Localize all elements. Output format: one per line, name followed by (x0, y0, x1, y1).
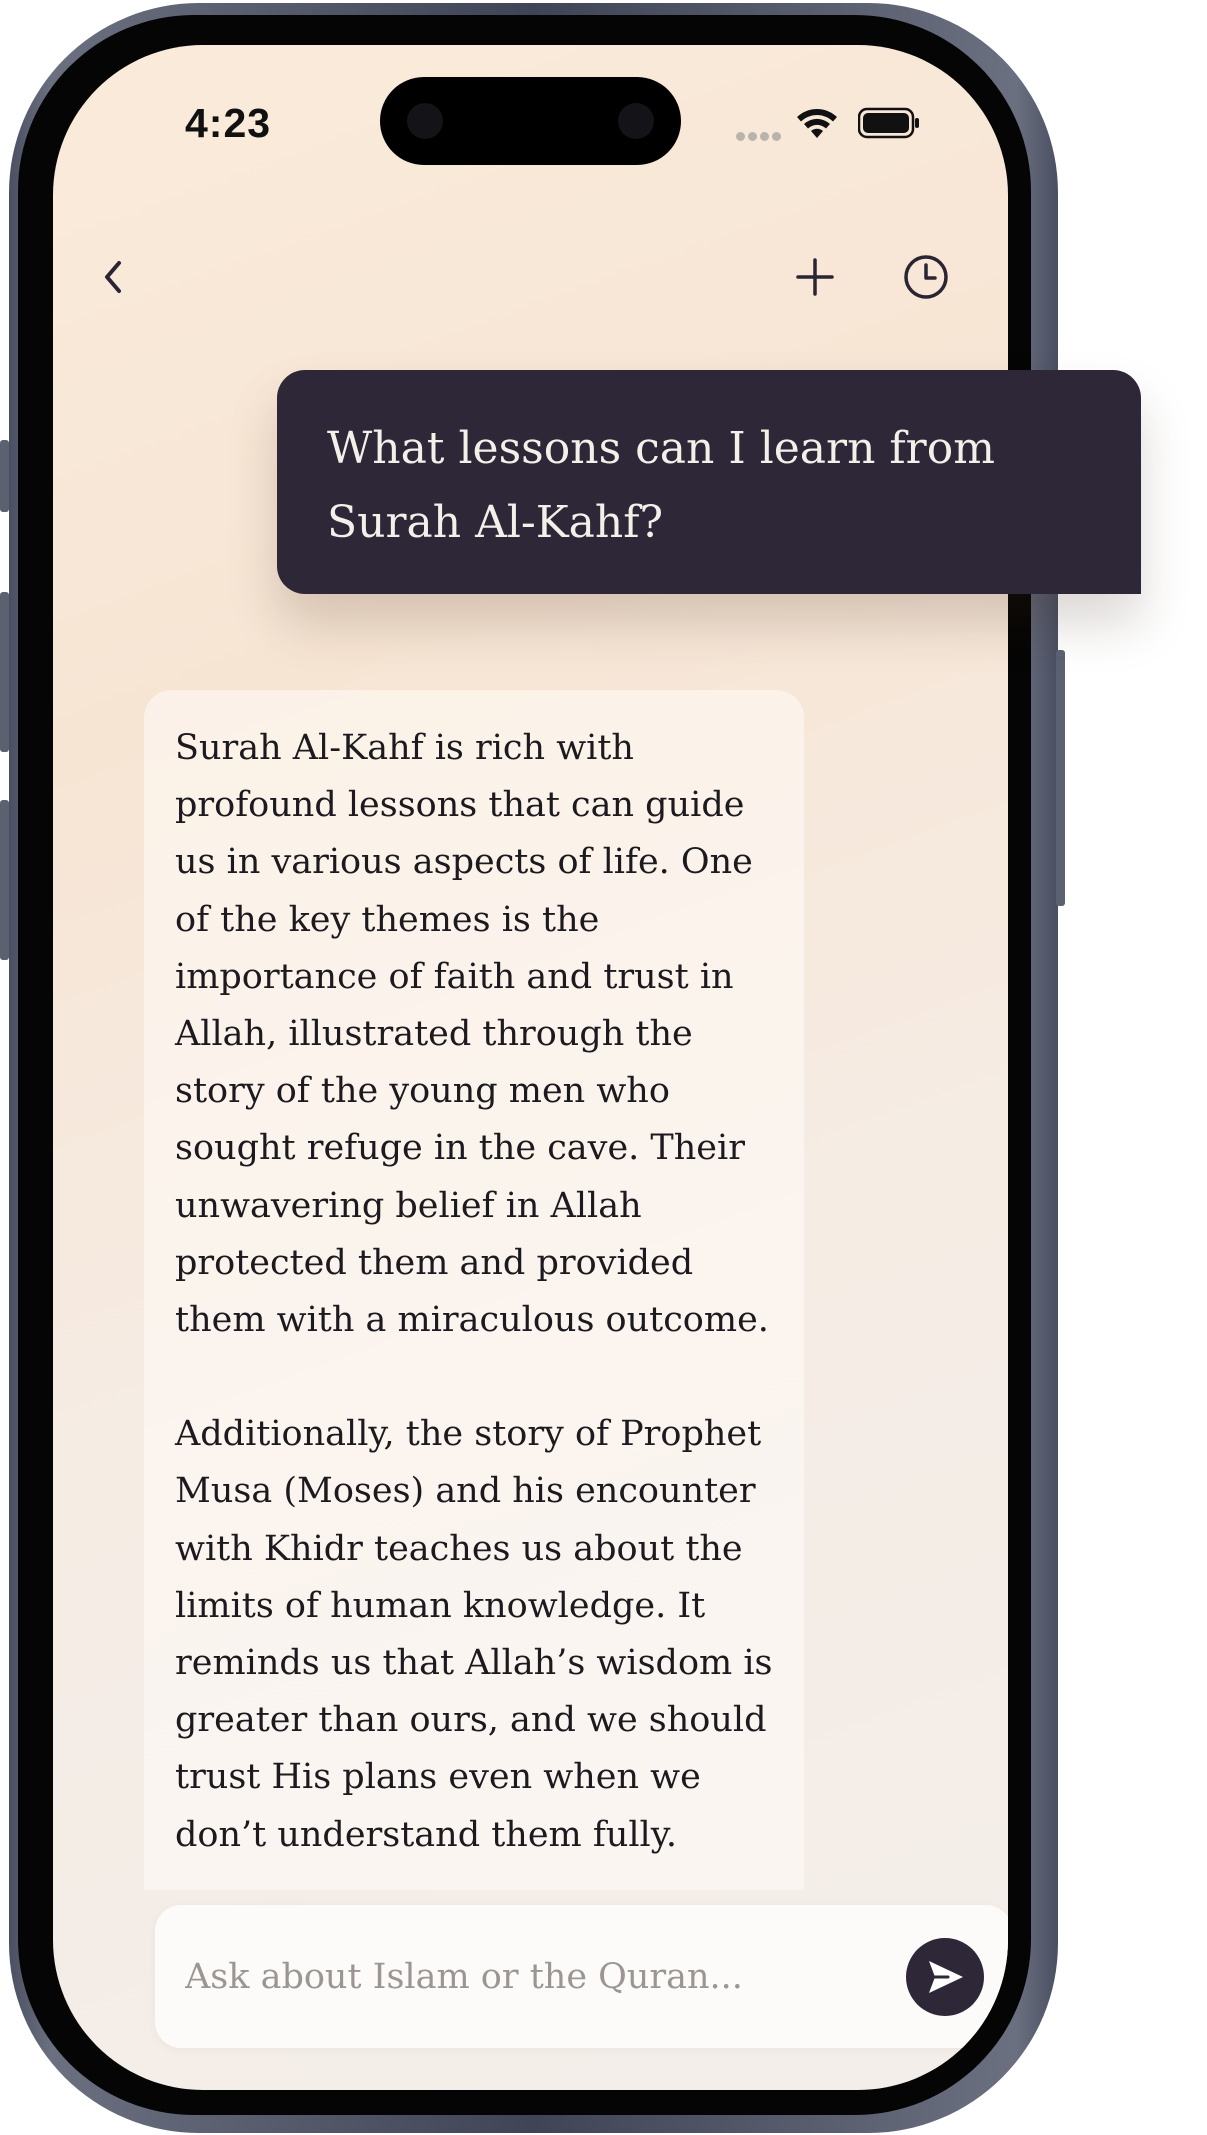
power-button (1056, 650, 1065, 906)
clock-icon (902, 253, 950, 301)
action-button (0, 440, 9, 512)
volume-down-button (0, 800, 9, 960)
volume-up-button (0, 592, 9, 752)
battery-icon (858, 107, 920, 139)
chevron-left-icon (99, 257, 129, 297)
user-message-text: What lessons can I learn from Surah Al-Kahf? (327, 423, 995, 548)
user-message (277, 370, 1141, 594)
message-composer (155, 1905, 1008, 2048)
wifi-icon (796, 107, 838, 139)
camera-icon (407, 103, 443, 139)
history-button[interactable] (891, 242, 961, 312)
plus-icon (795, 257, 835, 297)
status-time: 4:23 (185, 100, 272, 146)
dynamic-island (380, 77, 681, 165)
message-input[interactable] (183, 1941, 883, 2013)
assistant-paragraph: Surah Al-Kahf is rich with profound lessons that can guide us in various aspects of life. One of the key themes is the importance of faith and trust in Allah, illustrated through the story of the young men who sought refuge in the cave. Their unwavering belief in Allah protected them and provided them with a miraculous outcome. (175, 728, 769, 1341)
new-chat-button[interactable] (780, 242, 850, 312)
screen (53, 45, 1008, 2090)
send-icon (924, 1956, 966, 1998)
cellular-signal-icon (736, 128, 784, 140)
send-button[interactable] (906, 1938, 984, 2016)
assistant-message (144, 690, 804, 1890)
assistant-paragraph: Additionally, the story of Prophet Musa (Moses) and his encounter with Khidr teaches us about the limits of human knowledge. It reminds us that Allah’s wisdom is greater than ours, and we should trust His plans even when we don’t understand them fully. (175, 1414, 773, 1855)
back-button[interactable] (79, 242, 149, 312)
sensor-icon (618, 103, 654, 139)
